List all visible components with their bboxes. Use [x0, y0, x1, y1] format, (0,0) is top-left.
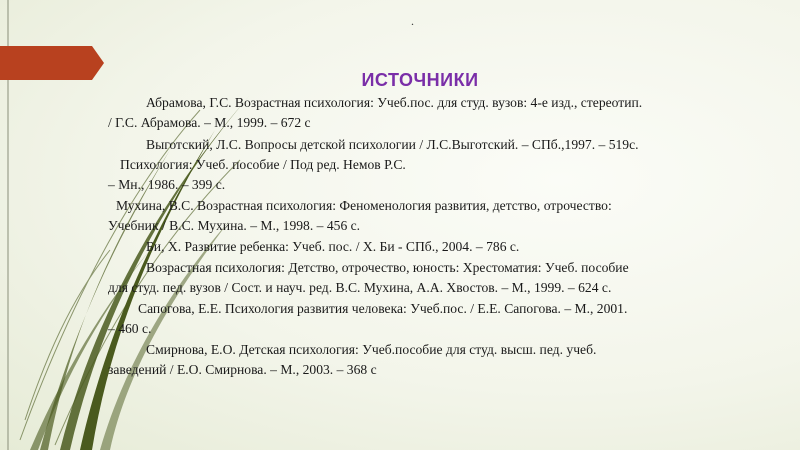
reference-line: – 460 с. — [108, 321, 152, 336]
reference-line: – Мн., 1986. – 399 с. — [108, 177, 226, 192]
reference-line: Мухина, В.С. Возрастная психология: Феноменология развития, детство, отрочество: — [116, 198, 612, 213]
reference-line: заведений / Е.О. Смирнова. – М., 2003. – 368 с — [108, 362, 377, 377]
reference-line: Психология: Учеб. пособие / Под ред. Немов Р.С. — [120, 157, 406, 172]
reference-line: для студ. пед. вузов / Сост. и науч. ред. В.С. Мухина, А.А. Хвостов. – М., 1999. – 624 с. — [108, 280, 612, 295]
reference-line: Возрастная психология: Детство, отрочество, юность: Хрестоматия: Учеб. пособие — [146, 260, 629, 275]
reference-line: Абрамова, Г.С. Возрастная психология: Учеб.пос. для студ. вузов: 4-е изд., стереотип. — [146, 95, 643, 110]
reference-line: Учебник / В.С. Мухина. – М., 1998. – 456 с. — [108, 218, 361, 233]
reference-line: Выготский, Л.С. Вопросы детской психологии / Л.С.Выготский. – СПб.,1997. – 519с. — [146, 137, 639, 152]
reference-line: Смирнова, Е.О. Детская психология: Учеб.пособие для студ. высш. пед. учеб. — [146, 342, 597, 357]
slide-title: ИСТОЧНИКИ — [361, 70, 479, 90]
reference-line: Би, Х. Развитие ребенка: Учеб. пос. / Х. Би - СПб., 2004. – 786 с. — [146, 239, 520, 254]
reference-line: Сапогова, Е.Е. Психология развития человека: Учеб.пос. / Е.Е. Сапогова. – М., 2001. — [138, 301, 628, 316]
reference-line: / Г.С. Абрамова. – М., 1999. – 672 с — [108, 115, 311, 130]
top-dot: . — [411, 14, 414, 28]
